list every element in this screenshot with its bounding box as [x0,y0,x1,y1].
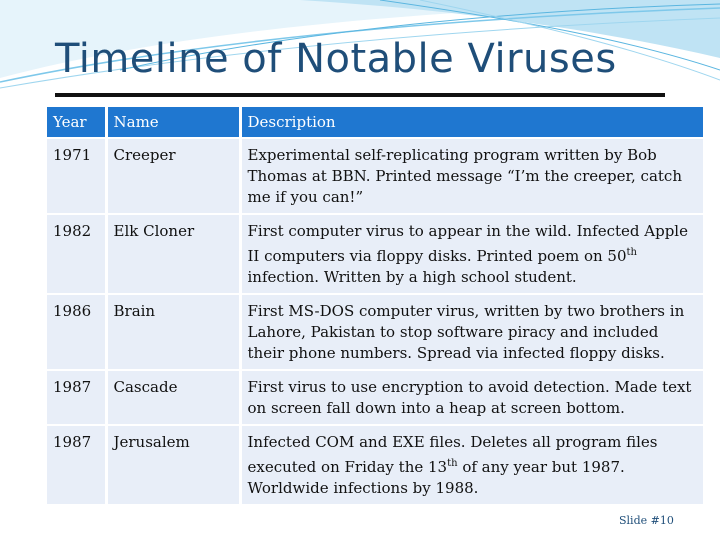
desc-text: Infected COM and EXE files. Deletes all program files executed on Friday the 13 [247,433,658,476]
slide-number: Slide #10 [619,514,674,527]
desc-text: First computer virus to appear in the wild. Infected Apple II computers via floppy disks. Printed poem on 50 [247,222,688,265]
cell-year: 1971 [47,138,106,214]
ordinal-suffix: th [626,247,637,258]
header-description: Description [240,107,703,138]
cell-year: 1986 [47,294,106,370]
ordinal-suffix: th [447,458,458,469]
cell-name: Brain [106,294,240,370]
header-name: Name [106,107,240,138]
cell-name: Cascade [106,370,240,425]
cell-name: Elk Cloner [106,214,240,294]
table-row [47,425,703,504]
table-row [47,214,703,294]
desc-text: infection. Written by a high school student. [247,268,577,286]
cell-description: Experimental self-replicating program written by Bob Thomas at BBN. Printed message “I’m the creeper, catch me if you can!” [240,138,703,214]
title-divider [55,93,665,97]
cell-year: 1987 [47,425,106,504]
slide-title: Timeline of Notable Viruses [55,36,617,82]
cell-year: 1982 [47,214,106,294]
header-year: Year [47,107,106,138]
cell-name: Creeper [106,138,240,214]
table-row [47,138,703,214]
cell-description [240,214,703,294]
cell-name: Jerusalem [106,425,240,504]
cell-year: 1987 [47,370,106,425]
table-header-row [47,107,703,138]
table-row [47,370,703,425]
cell-description [240,425,703,504]
desc-text: of any year but 1987. Worldwide infections by 1988. [247,458,625,497]
cell-description: First virus to use encryption to avoid detection. Made text on screen fall down into a heap at screen bottom. [240,370,703,425]
cell-description: First MS-DOS computer virus, written by two brothers in Lahore, Pakistan to stop software piracy and included their phone numbers. Spread via infected floppy disks. [240,294,703,370]
table-row [47,294,703,370]
virus-timeline-table [47,107,703,504]
